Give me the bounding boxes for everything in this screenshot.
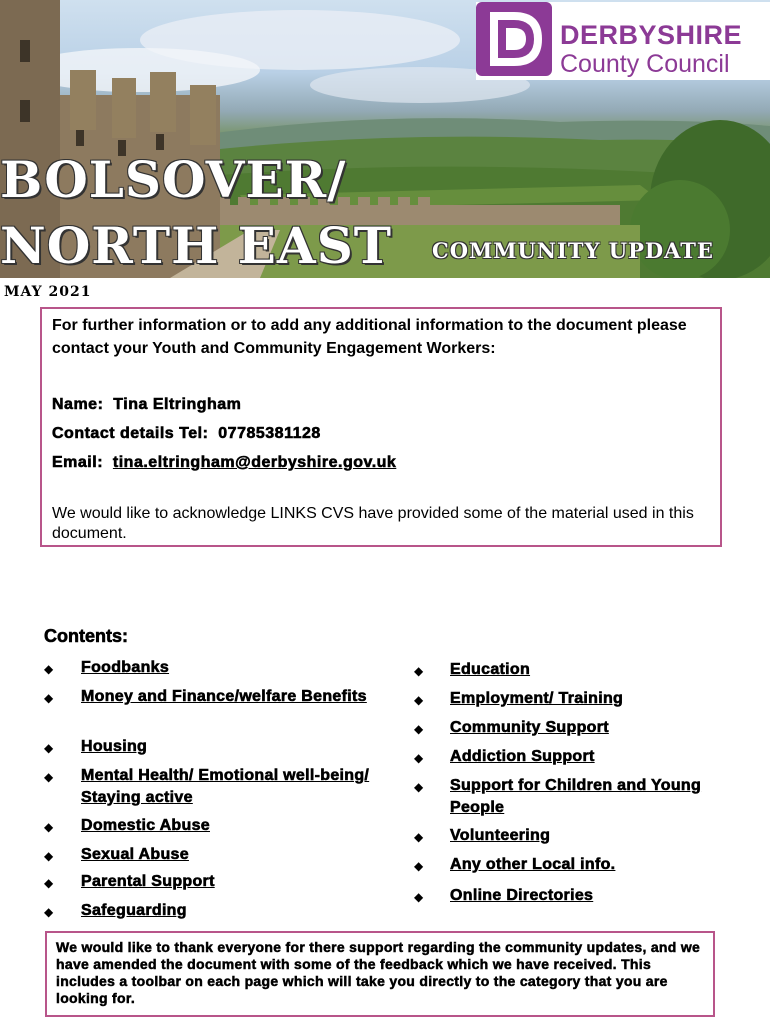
contents-link-left-0[interactable]: Foodbanks xyxy=(81,659,170,676)
contact-tel-line xyxy=(52,425,321,443)
bullet-icon: ◆ xyxy=(44,849,54,863)
contents-link-left-2[interactable]: Housing xyxy=(81,738,148,755)
contents-link-right-3[interactable]: Addiction Support xyxy=(450,748,595,765)
contents-heading: Contents: xyxy=(44,626,128,646)
bullet-icon: ◆ xyxy=(44,691,54,705)
contents-link-right-2[interactable]: Community Support xyxy=(450,719,609,736)
bullet-icon: ◆ xyxy=(44,876,54,890)
email-link[interactable]: tina.eltringham@derbyshire.gov.uk xyxy=(112,454,397,471)
contents-link-left-6[interactable]: Parental Support xyxy=(81,873,215,890)
contact-intro-text: For further information or to add any additional information to the document please contact your Youth and Community Engagement Workers: xyxy=(52,317,687,357)
bullet-icon: ◆ xyxy=(414,830,424,844)
contents-link-left-7[interactable]: Safeguarding xyxy=(81,902,187,919)
bullet-icon: ◆ xyxy=(414,780,424,794)
contact-name-line xyxy=(52,396,241,414)
contact-info-box xyxy=(40,307,722,547)
bullet-icon: ◆ xyxy=(414,890,424,904)
contents-link-right-0[interactable]: Education xyxy=(450,661,531,678)
tel-label: Contact details Tel: xyxy=(52,425,209,442)
derbyshire-logo xyxy=(476,2,770,80)
name-label: Name: xyxy=(52,396,104,413)
subtitle: COMMUNITY UPDATE xyxy=(432,238,714,263)
bullet-icon: ◆ xyxy=(414,751,424,765)
bullet-icon: ◆ xyxy=(44,905,54,919)
contact-email-line xyxy=(52,454,396,472)
bullet-icon: ◆ xyxy=(44,662,54,676)
title-line-1: BOLSOVER/ xyxy=(0,150,347,209)
derbyshire-logo-mark-icon xyxy=(476,2,552,76)
email-label: Email: xyxy=(52,454,104,471)
acknowledgement-text: We would like to acknowledge LINKS CVS have provided some of the material used in this document. xyxy=(52,505,694,542)
contents-link-left-5[interactable]: Sexual Abuse xyxy=(81,846,189,863)
contents-link-right-4[interactable]: Support for Children and Young People xyxy=(450,777,702,816)
bullet-icon: ◆ xyxy=(414,664,424,678)
bullet-icon: ◆ xyxy=(44,820,54,834)
issue-date: MAY 2021 xyxy=(4,284,92,300)
contents-link-left-3[interactable]: Mental Health/ Emotional well-being/ Staying active xyxy=(81,767,370,806)
contents-link-right-7[interactable]: Online Directories xyxy=(450,887,594,904)
contents-link-right-6[interactable]: Any other Local info. xyxy=(450,856,616,873)
bullet-icon: ◆ xyxy=(44,741,54,755)
brand-name: DERBYSHIRE xyxy=(560,20,743,50)
tel-value: 07785381128 xyxy=(218,425,321,442)
bullet-icon: ◆ xyxy=(414,722,424,736)
header-photo xyxy=(0,0,770,278)
brand-subtitle: County Council xyxy=(560,50,730,78)
thanks-text: We would like to thank everyone for there support regarding the community updates, and we have amended the document with some of the feedback which we have received. This includes a toolbar on each page which will take you directly to the category that you are looking for. xyxy=(56,939,701,1006)
title-line-2: NORTH EAST xyxy=(0,216,393,275)
thanks-box xyxy=(45,931,715,1017)
bullet-icon: ◆ xyxy=(44,770,54,784)
contents-link-left-4[interactable]: Domestic Abuse xyxy=(81,817,210,834)
contents-link-right-1[interactable]: Employment/ Training xyxy=(450,690,624,707)
contents-link-right-5[interactable]: Volunteering xyxy=(450,827,551,844)
bullet-icon: ◆ xyxy=(414,859,424,873)
contents-link-left-1[interactable]: Money and Finance/welfare Benefits xyxy=(81,688,367,705)
bullet-icon: ◆ xyxy=(414,693,424,707)
name-value: Tina Eltringham xyxy=(113,396,242,413)
